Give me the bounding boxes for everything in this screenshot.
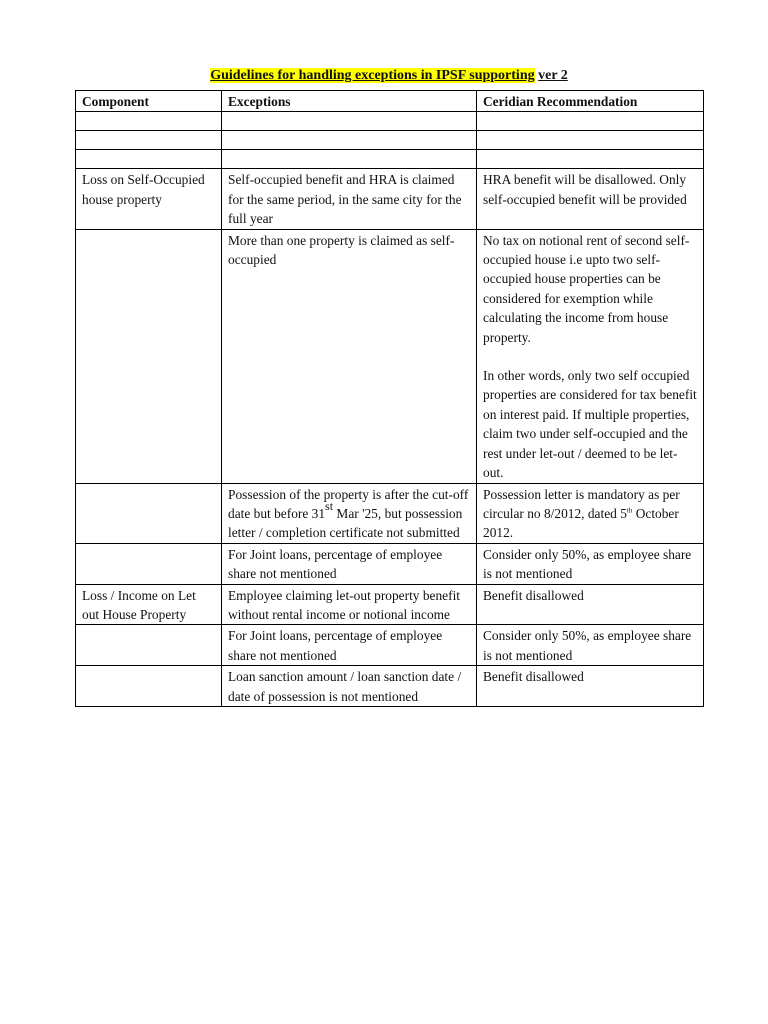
table-row — [76, 625, 704, 666]
empty-cell — [222, 131, 477, 150]
recommendation-cell: HRA benefit will be disallowed. Only self-occupied benefit will be provided — [477, 169, 704, 229]
empty-row — [76, 150, 704, 169]
recommendation-cell: Benefit disallowed — [477, 666, 704, 707]
empty-row — [76, 131, 704, 150]
document-title — [75, 67, 703, 85]
empty-cell — [76, 112, 222, 131]
title-highlighted-text: Guidelines for handling exceptions in IPSF supporting — [210, 68, 535, 83]
recommendation-cell: Consider only 50%, as employee share is not mentioned — [477, 625, 704, 666]
recommendation-text-part: October 2012. — [483, 505, 679, 541]
recommendation-text-part: Possession letter is mandatory as per circular no 8/2012, dated 5 — [483, 486, 680, 521]
component-cell — [76, 625, 222, 666]
recommendation-cell — [477, 483, 704, 543]
empty-cell — [222, 112, 477, 131]
ordinal-suffix: st — [325, 499, 334, 514]
table-row — [76, 543, 704, 584]
header-exceptions: Exceptions — [222, 91, 477, 112]
recommendation-cell — [477, 229, 704, 483]
exception-cell: Loan sanction amount / loan sanction date / date of possession is not mentioned — [222, 666, 477, 707]
recommendation-paragraph: In other words, only two self occupied properties are considered for tax benefit on interest paid. If multiple properties, claim two under self-occupied and the rest under let-out / deemed to be let-out. — [483, 368, 697, 481]
paragraph-spacer — [483, 347, 697, 366]
header-component: Component — [76, 91, 222, 112]
component-cell — [76, 543, 222, 584]
component-cell — [76, 483, 222, 543]
empty-cell — [477, 150, 704, 169]
title-version: ver 2 — [538, 68, 568, 83]
empty-row — [76, 112, 704, 131]
component-cell: Loss / Income on Let out House Property — [76, 584, 222, 625]
empty-cell — [477, 131, 704, 150]
empty-cell — [76, 131, 222, 150]
exception-cell — [222, 483, 477, 543]
table-header-row — [76, 91, 704, 112]
table-row — [76, 584, 704, 625]
table-row — [76, 483, 704, 543]
ordinal-suffix: th — [626, 506, 633, 515]
exception-text-part: Possession of the property is after the cut-off date but before 31 — [228, 486, 469, 521]
component-cell — [76, 666, 222, 707]
recommendation-paragraph: No tax on notional rent of second self-occupied house i.e upto two self-occupied house properties can be considered for exemption while calculating the income from house property. — [483, 232, 690, 345]
empty-cell — [76, 150, 222, 169]
exception-text-part: Mar '25, but possession letter / completion certificate not submitted — [228, 505, 463, 541]
recommendation-cell: Consider only 50%, as employee share is not mentioned — [477, 543, 704, 584]
table-row — [76, 169, 704, 229]
exception-cell: Self-occupied benefit and HRA is claimed for the same period, in the same city for the full year — [222, 169, 477, 229]
exceptions-table — [75, 90, 704, 707]
component-cell — [76, 229, 222, 483]
recommendation-cell: Benefit disallowed — [477, 584, 704, 625]
exception-cell: More than one property is claimed as self-occupied — [222, 229, 477, 483]
empty-cell — [477, 112, 704, 131]
table-row — [76, 666, 704, 707]
empty-cell — [222, 150, 477, 169]
component-cell: Loss on Self-Occupied house property — [76, 169, 222, 229]
exception-cell: For Joint loans, percentage of employee share not mentioned — [222, 543, 477, 584]
exception-cell: Employee claiming let-out property benefit without rental income or notional income — [222, 584, 477, 625]
exception-cell: For Joint loans, percentage of employee share not mentioned — [222, 625, 477, 666]
header-recommendation: Ceridian Recommendation — [477, 91, 704, 112]
table-row — [76, 229, 704, 483]
